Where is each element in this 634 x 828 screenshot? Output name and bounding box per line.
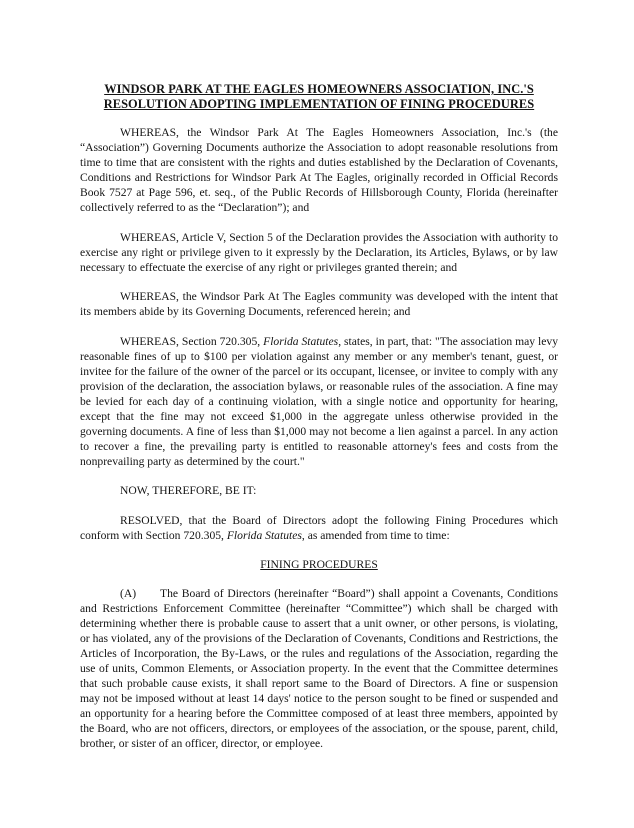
- resolved-paragraph: [80, 513, 558, 543]
- item-a-marker: (A): [120, 587, 137, 600]
- resolved-text-start: RESOLVED, that the Board of Directors adopt the following Fining Procedures which conform with Section 720.305,: [80, 513, 558, 542]
- title-line-2: RESOLUTION ADOPTING IMPLEMENTATION OF FINING PROCEDURES: [103, 97, 535, 111]
- whereas-paragraph-1: WHEREAS, the Windsor Park At The Eagles Homeowners Association, Inc.'s (the “Association”) Governing Documents authorize the Association to adopt reasonable resolutions from time to time that are consistent with the rights and duties established by the Declaration of Covenants, Conditions and Restrictions for Windsor Park At The Eagles, originally recorded in Official Records Book 7527 at Page 596, et. seq., of the Public Records of Hillsborough County, Florida (hereinafter collectively referred to as the “Declaration”); and: [80, 126, 558, 214]
- whereas-paragraph-3: WHEREAS, the Windsor Park At The Eagles community was developed with the intent that its members abide by its Governing Documents, referenced herein; and: [80, 290, 558, 318]
- whereas-paragraph-2: WHEREAS, Article V, Section 5 of the Declaration provides the Association with authority to exercise any right or privilege given to it expressly by the Declaration, its Articles, Bylaws, or by law necessary to effectuate the exercise of any right or privileges granted therein; and: [80, 230, 558, 274]
- item-a-text: The Board of Directors (hereinafter “Board”) shall appoint a Covenants, Conditions and Restrictions Enforcement Committee (hereinafter “Committee”) which shall be charged with determining whether there is probable cause to assert that a unit owner, or other persons, is violating, or has violated, any of the provisions of the Declaration of Covenants, Conditions and Restrictions, the Articles of Incorporation, the By-Laws, or the rules and regulations of the Association, regarding the use of units, Common Elements, or Association property. In the event that the Committee determines that such probable cause exists, it shall report same to the Board of Directors. A fine or suspension may not be imposed without at least 14 days' notice to the person sought to be fined or suspended and an opportunity for a hearing before the Committee composed of at least three members, appointed by the Board, who are not officers, directors, or employees of the association, or the spouse, parent, child, brother, or sister of an officer, director, or employee.: [80, 587, 558, 750]
- title-line-1: WINDSOR PARK AT THE EAGLES HOMEOWNERS ASSOCIATION, INC.'S: [104, 82, 534, 96]
- now-therefore-line: NOW, THEREFORE, BE IT:: [120, 484, 257, 497]
- whereas4-statute: Florida Statutes: [263, 334, 339, 348]
- resolved-statute: Florida Statutes: [226, 528, 302, 542]
- document-title: [80, 82, 558, 112]
- whereas4-text-start: WHEREAS, Section 720.305,: [120, 334, 264, 348]
- document-page: [80, 82, 558, 766]
- fining-procedures-heading: FINING PROCEDURES: [260, 558, 378, 571]
- item-a-paragraph: [80, 586, 558, 751]
- resolved-text-end: , as amended from time to time:: [301, 528, 450, 542]
- whereas4-text-end: , states, in part, that: "The association may levy reasonable fines of up to $100 per violation against any member or any member's tenant, guest, or invitee for the failure of the owner of the parcel or its occupant, licensee, or invitee to comply with any provision of the declaration, the association bylaws, or reasonable rules of the association. A fine may be levied for each day of a continuing violation, with a single notice and opportunity for hearing, except that the fine may not exceed $1,000 in the aggregate unless otherwise provided in the governing documents. A fine of less than $1,000 may not become a lien against a parcel. In any action to recover a fine, the prevailing party is entitled to reasonable attorney's fees and costs from the nonprevailing party as determined by the court.": [80, 334, 558, 468]
- whereas-paragraph-4: [80, 334, 558, 469]
